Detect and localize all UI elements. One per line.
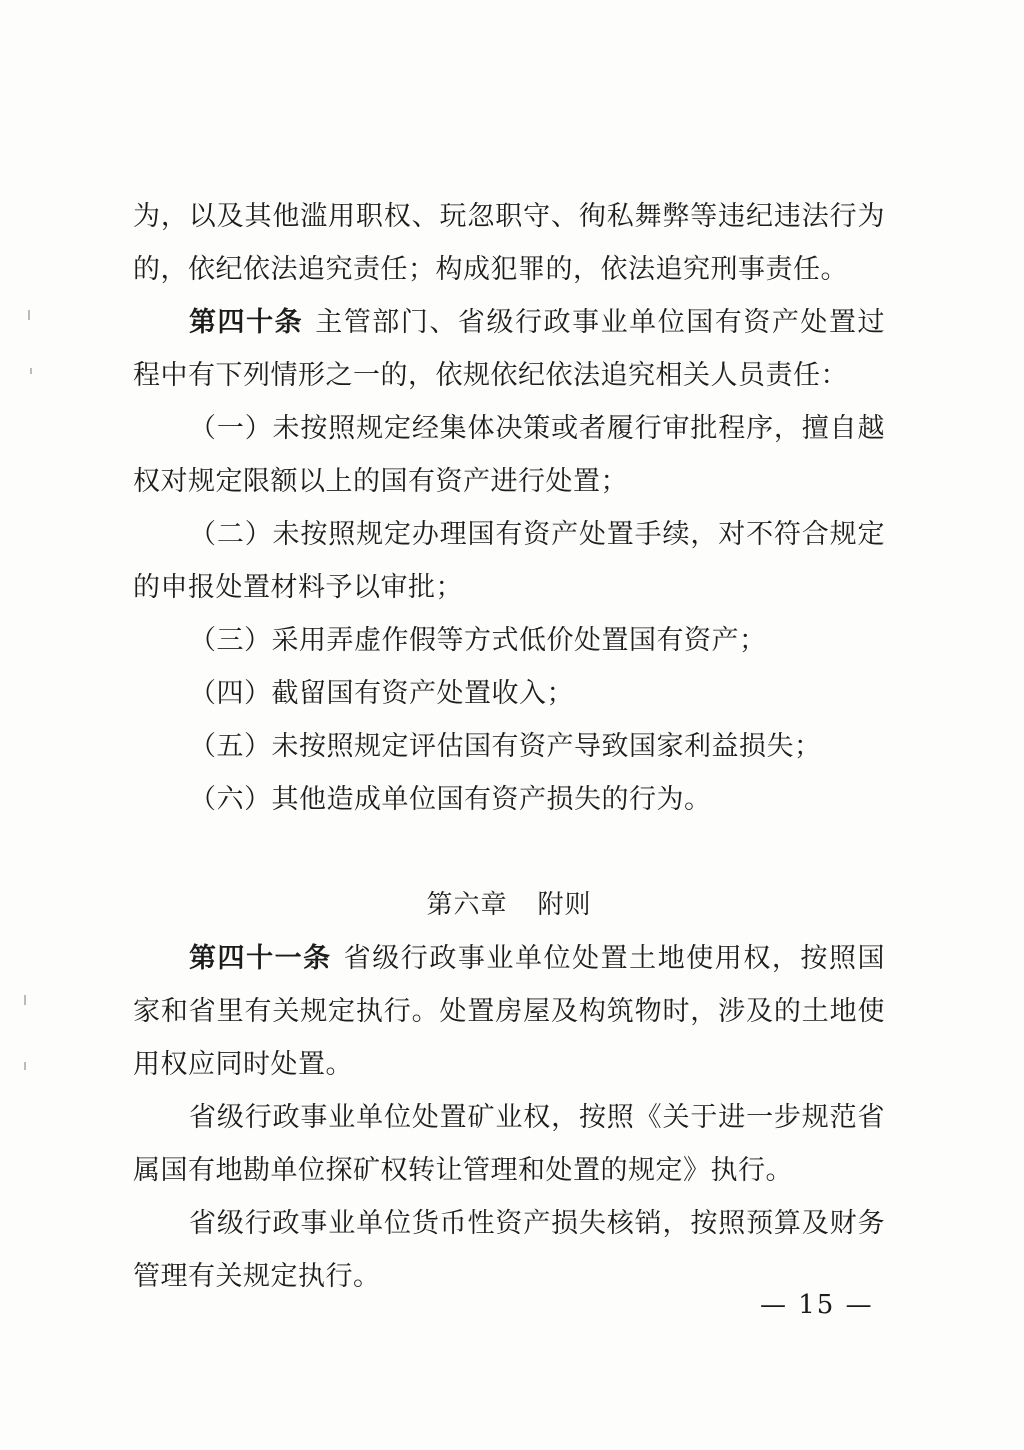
article-text: 省级行政事业单位处置土地使用权，按照国家和省里有关规定执行。处置房屋及构筑物时，涉及的土地使用权应同时处置。 xyxy=(133,943,886,1080)
article-41 xyxy=(133,932,885,1091)
article-number: 第四十条 xyxy=(189,307,304,338)
article-text: 主管部门、省级行政事业单位国有资产处置过程中有下列情形之一的，依规依纪依法追究相关人员责任： xyxy=(133,307,886,391)
list-item: （三）采用弄虚作假等方式低价处置国有资产； xyxy=(189,625,767,656)
article-number: 第四十一条 xyxy=(189,943,332,974)
article-40 xyxy=(133,296,885,402)
chapter-number: 第六章 xyxy=(426,890,508,920)
chapter-heading xyxy=(133,879,885,932)
document-body xyxy=(133,190,885,1303)
scan-mark xyxy=(24,1062,26,1070)
page-number: — 15 — xyxy=(760,1290,874,1320)
chapter-title: 附则 xyxy=(537,890,592,920)
scan-mark xyxy=(28,310,30,320)
section-spacer xyxy=(133,826,885,879)
list-item: （六）其他造成单位国有资产损失的行为。 xyxy=(189,784,712,815)
list-item: （一）未按照规定经集体决策或者履行审批程序，擅自越权对规定限额以上的国有资产进行处置； xyxy=(133,413,885,497)
scan-mark xyxy=(24,995,26,1005)
list-item: （五）未按照规定评估国有资产导致国家利益损失； xyxy=(189,731,822,762)
list-item: （二）未按照规定办理国有资产处置手续，对不符合规定的申报处置材料予以审批； xyxy=(133,519,885,603)
paragraph-monetary-assets: 省级行政事业单位货币性资产损失核销，按照预算及财务管理有关规定执行。 xyxy=(133,1208,885,1292)
list-item: （四）截留国有资产处置收入； xyxy=(189,678,574,709)
paragraph-mining-rights: 省级行政事业单位处置矿业权，按照《关于进一步规范省属国有地勘单位探矿权转让管理和处置的规定》执行。 xyxy=(133,1102,885,1186)
paragraph-continuation: 为，以及其他滥用职权、玩忽职守、徇私舞弊等违纪违法行为的，依纪依法追究责任；构成犯罪的，依法追究刑事责任。 xyxy=(133,201,885,285)
scan-mark xyxy=(30,368,32,374)
